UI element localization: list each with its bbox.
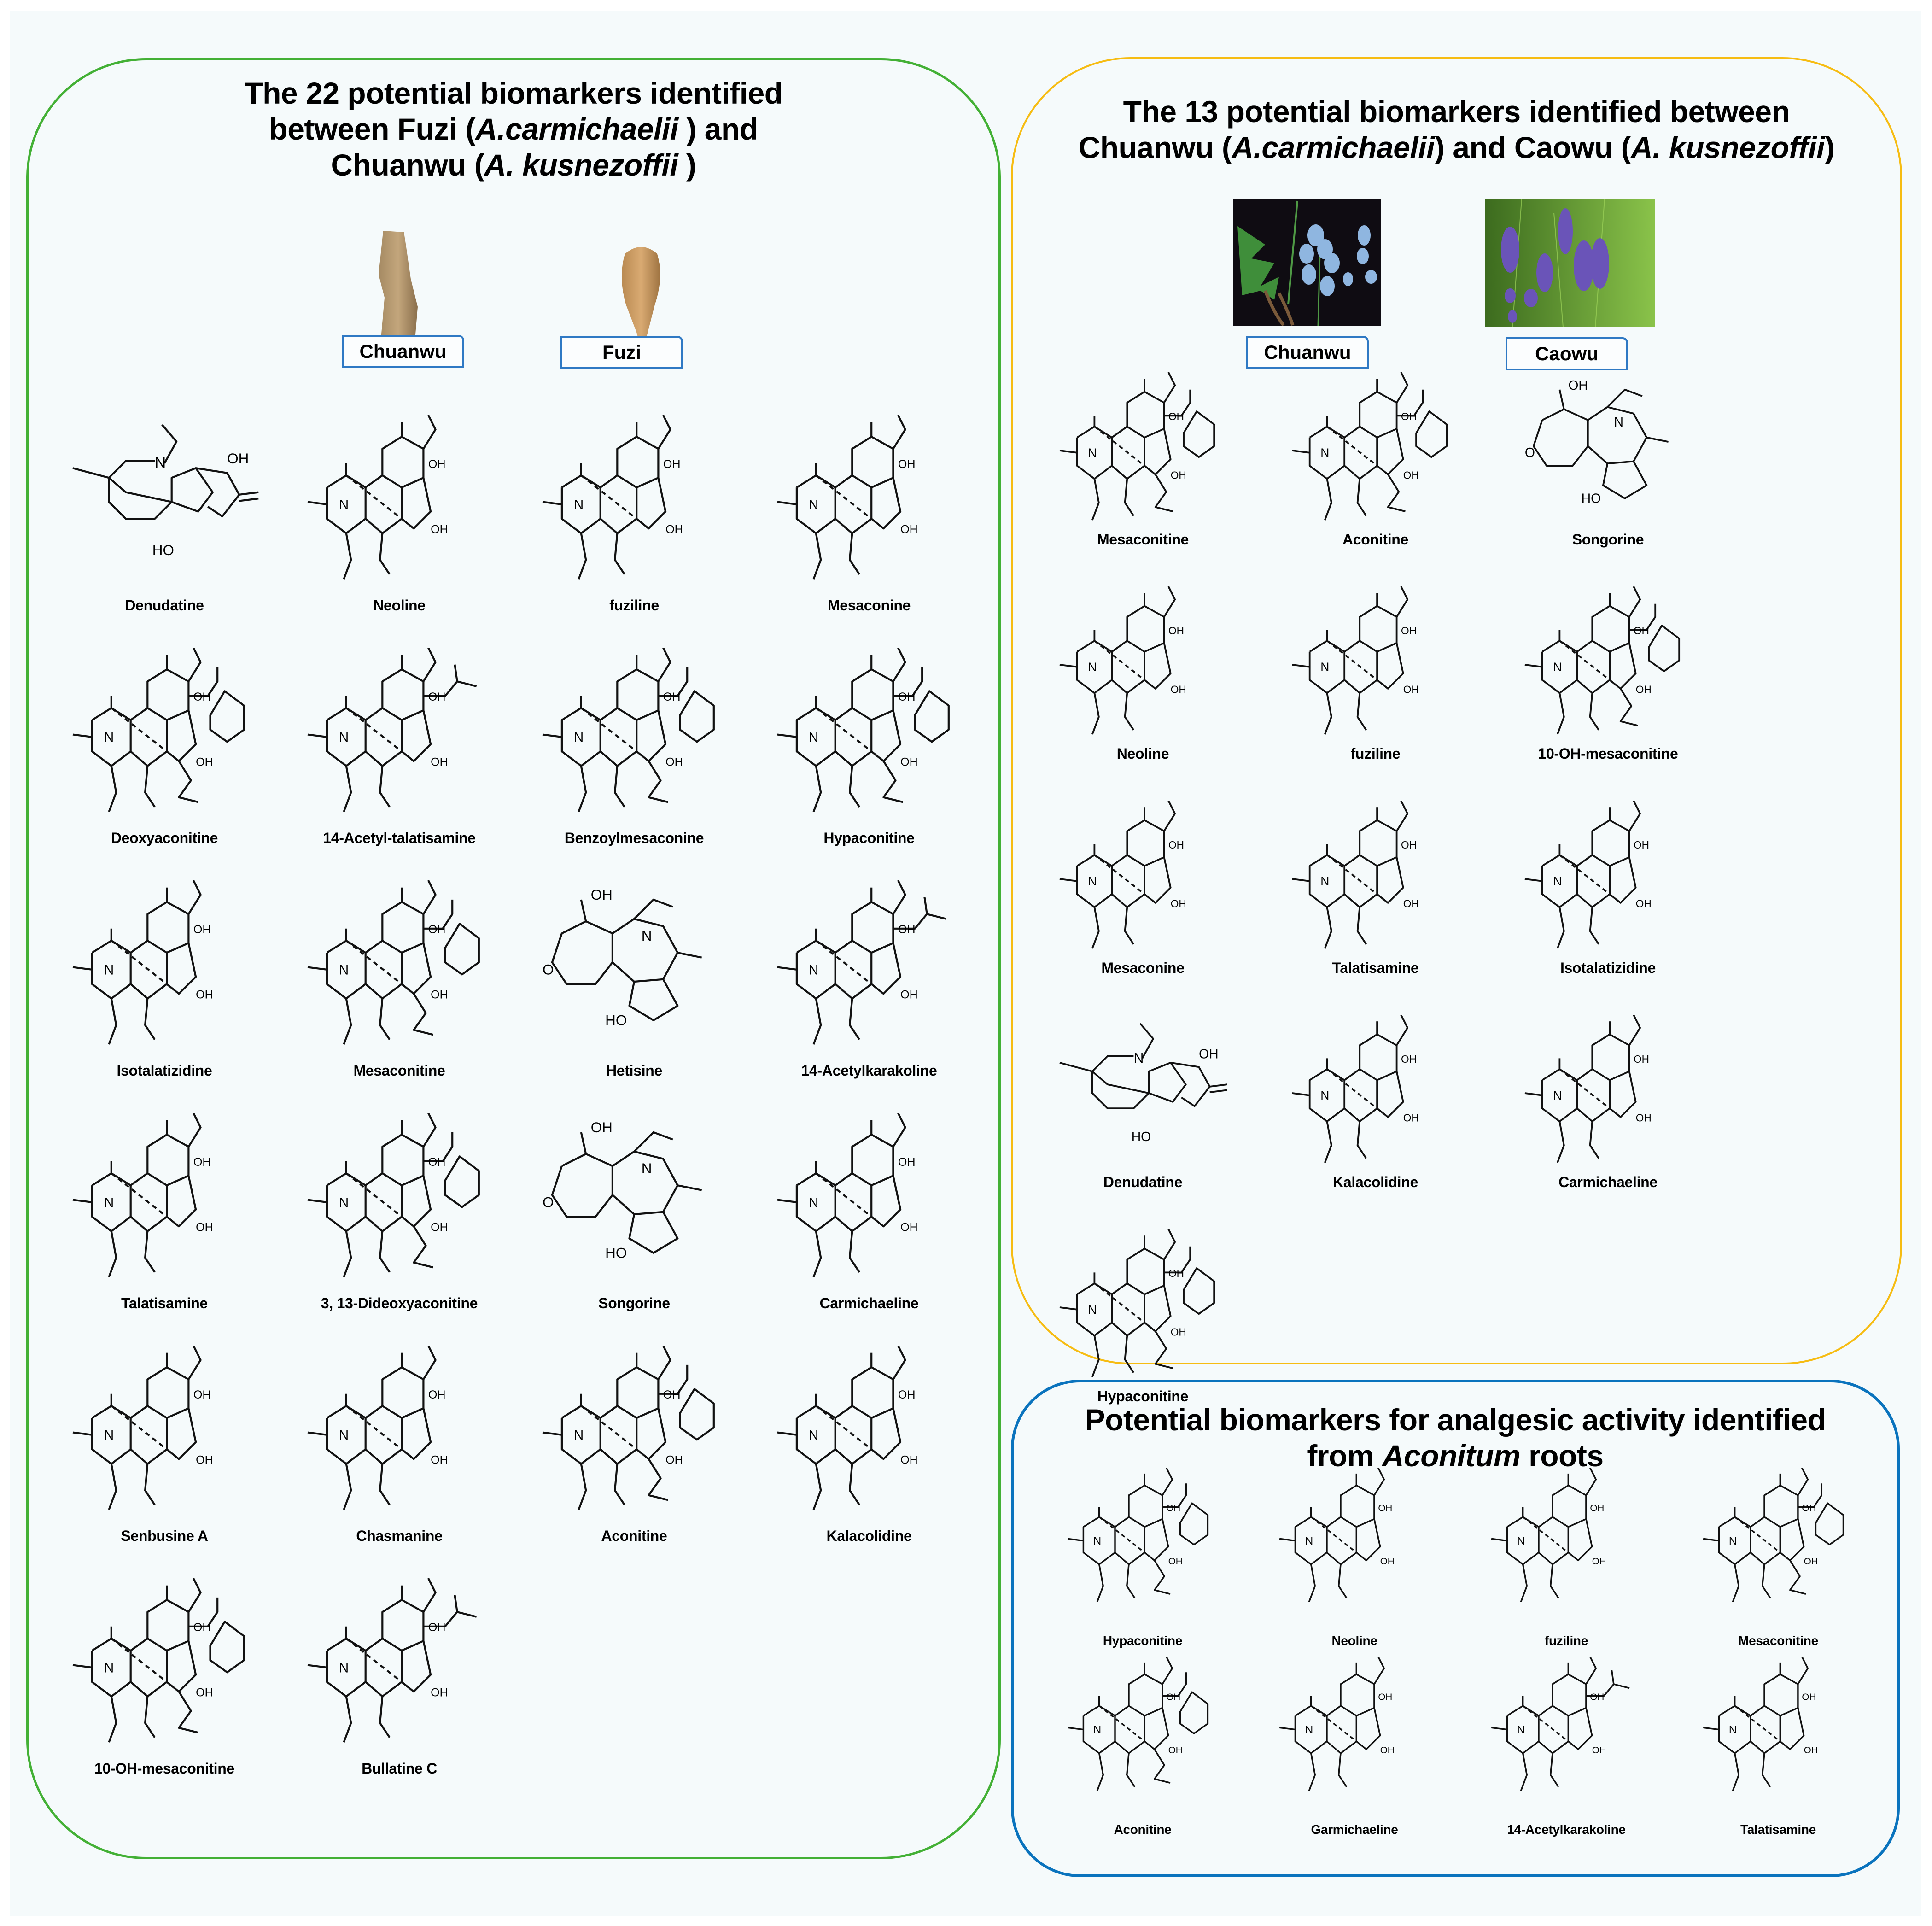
svg-text:OH: OH	[663, 691, 681, 704]
svg-text:OH: OH	[898, 1156, 916, 1169]
chemical-structure-icon	[63, 648, 266, 823]
compound-name: Hypaconitine	[1097, 1388, 1189, 1405]
svg-text:N: N	[809, 730, 819, 745]
svg-text:O: O	[1524, 445, 1535, 461]
compound-card	[517, 1346, 752, 1562]
compound-name: Mesaconitine	[1097, 531, 1189, 548]
panel-chuanwu-vs-caowu	[1011, 57, 1902, 1405]
panel-title	[1013, 94, 1900, 165]
compound-name: Garmichaeline	[1311, 1822, 1398, 1837]
compound-name: Isotalatizidine	[117, 1062, 212, 1079]
svg-text:OH: OH	[1403, 897, 1419, 910]
svg-text:N: N	[339, 1660, 349, 1676]
compound-card	[1027, 372, 1259, 589]
svg-text:OH: OH	[1380, 1745, 1395, 1756]
panel-title	[1014, 1402, 1897, 1474]
chemical-structure-icon	[1483, 1657, 1649, 1799]
compound-name: Senbusine A	[121, 1528, 208, 1544]
compound-name: Denudatine	[1103, 1174, 1183, 1190]
compound-name: Neoline	[1331, 1633, 1377, 1648]
chemical-structure-icon	[533, 1113, 735, 1288]
compound-card	[47, 1578, 282, 1795]
compound-name: fuziline	[609, 597, 659, 614]
compound-card	[752, 880, 986, 1097]
chemical-structure-icon	[533, 415, 735, 590]
svg-text:OH: OH	[1590, 1503, 1605, 1514]
compound-card	[1259, 1015, 1492, 1231]
svg-text:O: O	[542, 961, 554, 978]
chuanwu-root-image	[372, 228, 436, 348]
svg-text:N: N	[809, 962, 819, 978]
svg-text:OH: OH	[1804, 1556, 1818, 1567]
compound-card	[282, 1346, 517, 1562]
chemical-structure-icon	[63, 880, 266, 1055]
chemical-structure-icon	[63, 1578, 266, 1753]
compound-name: 10-OH-mesaconitine	[1538, 745, 1678, 762]
compound-name: Mesaconine	[1101, 960, 1185, 976]
svg-text:OH: OH	[431, 1453, 448, 1467]
svg-text:OH: OH	[1168, 838, 1184, 851]
compound-name: Denudatine	[125, 597, 204, 614]
chemical-structure-icon	[1284, 1015, 1468, 1171]
svg-text:OH: OH	[1804, 1745, 1818, 1756]
svg-text:OH: OH	[428, 1621, 446, 1634]
svg-text:OH: OH	[196, 988, 213, 1001]
chemical-structure-icon	[1284, 372, 1468, 529]
svg-text:N: N	[1517, 1724, 1525, 1737]
svg-text:OH: OH	[900, 988, 918, 1001]
svg-text:OH: OH	[1802, 1503, 1816, 1514]
chemical-structure-icon	[298, 415, 501, 590]
svg-text:N: N	[104, 1195, 114, 1211]
chemical-structure-icon	[1516, 801, 1700, 957]
svg-text:OH: OH	[1403, 469, 1419, 481]
compound-name: Kalacolidine	[826, 1528, 912, 1544]
compound-name: Neoline	[1116, 745, 1169, 762]
svg-text:N: N	[641, 1160, 652, 1177]
svg-text:OH: OH	[1378, 1503, 1393, 1514]
svg-text:OH: OH	[1198, 1047, 1219, 1062]
compound-card	[47, 1113, 282, 1329]
chemical-structure-icon	[298, 648, 501, 823]
compound-name: Talatisamine	[1332, 960, 1419, 976]
title-line-1: The 13 potential biomarkers identified between	[1123, 94, 1790, 129]
svg-text:OH: OH	[193, 1156, 211, 1169]
chemical-structure-icon	[298, 880, 501, 1055]
compound-name: Deoxyaconitine	[111, 830, 218, 846]
compound-card	[282, 880, 517, 1097]
chemical-structure-icon	[768, 1346, 970, 1521]
svg-text:N: N	[104, 730, 114, 745]
svg-text:HO: HO	[605, 1245, 627, 1261]
compound-name: Mesaconine	[827, 597, 911, 614]
title-line-2: Chuanwu (A.carmichaelii) and Caowu (A. kusnezoffii)	[1078, 130, 1835, 164]
svg-text:OH: OH	[900, 755, 918, 769]
chemical-structure-icon	[63, 415, 266, 590]
svg-text:N: N	[1728, 1535, 1737, 1548]
svg-text:OH: OH	[193, 691, 211, 704]
svg-text:OH: OH	[1633, 624, 1649, 637]
compound-name: 3, 13-Dideoxyaconitine	[321, 1295, 478, 1311]
panel-title	[29, 75, 998, 183]
svg-text:OH: OH	[1168, 1745, 1183, 1756]
svg-text:N: N	[339, 1195, 349, 1211]
svg-text:N: N	[809, 497, 819, 513]
svg-text:OH: OH	[1592, 1556, 1606, 1567]
svg-text:OH: OH	[1401, 838, 1417, 851]
svg-text:N: N	[339, 1428, 349, 1443]
svg-text:N: N	[1614, 415, 1623, 430]
svg-text:OH: OH	[663, 1388, 681, 1402]
svg-text:OH: OH	[1168, 1556, 1183, 1567]
svg-text:OH: OH	[898, 691, 916, 704]
svg-text:OH: OH	[1170, 469, 1186, 481]
svg-text:OH: OH	[431, 1686, 448, 1699]
chemical-structure-icon	[1051, 1229, 1235, 1386]
svg-text:OH: OH	[1633, 838, 1649, 851]
svg-text:OH: OH	[1592, 1745, 1606, 1756]
compound-card	[282, 1578, 517, 1795]
svg-text:N: N	[1320, 660, 1329, 674]
compound-name: Chasmanine	[356, 1528, 443, 1544]
svg-text:N: N	[1133, 1050, 1144, 1066]
svg-text:OH: OH	[1168, 624, 1184, 637]
compound-card	[1492, 801, 1724, 1017]
compound-card	[1037, 1468, 1249, 1684]
svg-text:OH: OH	[1403, 1112, 1419, 1124]
svg-text:N: N	[1320, 1089, 1329, 1103]
svg-text:N: N	[1517, 1535, 1525, 1548]
svg-text:N: N	[155, 455, 166, 472]
compound-card	[752, 1113, 986, 1329]
svg-text:HO: HO	[605, 1012, 627, 1029]
svg-text:N: N	[1728, 1724, 1737, 1737]
svg-text:HO: HO	[152, 542, 174, 558]
chemical-structure-icon	[1272, 1468, 1437, 1610]
compound-name: Hypaconitine	[823, 830, 915, 846]
svg-text:OH: OH	[1168, 410, 1184, 422]
compound-card	[1249, 1468, 1460, 1684]
caowu-plant-image	[1485, 199, 1655, 327]
svg-text:OH: OH	[590, 1119, 613, 1136]
chemical-structure-icon	[1060, 1468, 1226, 1610]
svg-text:N: N	[1320, 446, 1329, 460]
svg-text:OH: OH	[1166, 1503, 1181, 1514]
svg-text:N: N	[809, 1195, 819, 1211]
chemical-structure-icon	[768, 880, 970, 1055]
compound-card	[1492, 586, 1724, 803]
svg-text:OH: OH	[196, 1453, 213, 1467]
svg-text:N: N	[641, 927, 652, 944]
compound-card	[47, 1346, 282, 1562]
compound-card	[1492, 372, 1724, 589]
compound-card	[1492, 1015, 1724, 1231]
compound-card	[1027, 586, 1259, 803]
compound-card	[1672, 1657, 1884, 1873]
svg-text:OH: OH	[1166, 1692, 1181, 1703]
compound-name: Hypaconitine	[1103, 1633, 1183, 1648]
compound-name: Mesaconitine	[1738, 1633, 1818, 1648]
compound-name: 14-Acetyl-talatisamine	[323, 830, 476, 846]
chemical-structure-icon	[1284, 586, 1468, 743]
svg-text:OH: OH	[665, 523, 683, 536]
compound-name: Aconitine	[1342, 531, 1409, 548]
svg-text:OH: OH	[227, 450, 249, 467]
svg-text:OH: OH	[665, 755, 683, 769]
chemical-structure-icon	[1695, 1657, 1861, 1799]
title-line-2: from Aconitum roots	[1307, 1439, 1604, 1473]
svg-text:N: N	[1553, 874, 1562, 889]
chemical-structure-icon	[1051, 586, 1235, 743]
compound-card	[752, 648, 986, 864]
chuanwu-plant-image	[1233, 199, 1381, 326]
svg-text:OH: OH	[1170, 683, 1186, 696]
svg-text:OH: OH	[431, 1221, 448, 1234]
svg-text:OH: OH	[1403, 683, 1419, 696]
compound-card	[1249, 1657, 1460, 1873]
svg-text:N: N	[574, 497, 584, 513]
svg-text:OH: OH	[196, 1221, 213, 1234]
chemical-structure-icon	[1695, 1468, 1861, 1610]
svg-text:OH: OH	[193, 1621, 211, 1634]
compound-name: Talatisamine	[1740, 1822, 1816, 1837]
svg-text:OH: OH	[1170, 1326, 1186, 1338]
chemical-structure-icon	[1060, 1657, 1226, 1799]
svg-text:OH: OH	[900, 1221, 918, 1234]
svg-text:N: N	[1087, 660, 1097, 674]
chemical-structure-icon	[1051, 372, 1235, 529]
svg-text:N: N	[1087, 1303, 1097, 1317]
compound-name: Carmichaeline	[1558, 1174, 1658, 1190]
svg-text:N: N	[1087, 446, 1097, 460]
compound-name: Songorine	[598, 1295, 670, 1311]
chemical-structure-icon	[768, 648, 970, 823]
compound-name: Songorine	[1572, 531, 1644, 548]
compound-card	[282, 1113, 517, 1329]
svg-text:OH: OH	[1378, 1692, 1393, 1703]
compound-card	[47, 880, 282, 1097]
compound-card	[1259, 801, 1492, 1017]
chemical-structure-icon	[533, 1346, 735, 1521]
compound-card	[47, 648, 282, 864]
compound-card	[47, 415, 282, 632]
chemical-structure-icon	[298, 1578, 501, 1753]
compound-card	[1037, 1657, 1249, 1873]
compound-card	[1259, 586, 1492, 803]
svg-text:OH: OH	[1168, 1267, 1184, 1279]
svg-text:OH: OH	[1635, 897, 1652, 910]
svg-text:N: N	[104, 1428, 114, 1443]
svg-text:OH: OH	[1635, 683, 1652, 696]
chemical-structure-icon	[1516, 1015, 1700, 1171]
svg-text:HO: HO	[1131, 1129, 1151, 1144]
compound-name: Carmichaeline	[819, 1295, 919, 1311]
svg-text:OH: OH	[1568, 378, 1588, 393]
svg-text:OH: OH	[196, 1686, 213, 1699]
title-line-2: between Fuzi (A.carmichaelii ) and	[269, 112, 758, 146]
compound-card	[1460, 1657, 1672, 1873]
compound-card	[752, 1346, 986, 1562]
svg-text:OH: OH	[898, 458, 916, 471]
svg-text:OH: OH	[428, 458, 446, 471]
chuanwu-label[interactable]: Chuanwu	[342, 335, 464, 368]
svg-text:OH: OH	[898, 923, 916, 937]
svg-text:OH: OH	[1380, 1556, 1395, 1567]
compound-card	[517, 415, 752, 632]
svg-text:N: N	[574, 730, 584, 745]
compound-card	[1460, 1468, 1672, 1684]
svg-text:OH: OH	[428, 1388, 446, 1402]
svg-text:N: N	[1093, 1535, 1102, 1548]
compound-name: 10-OH-mesaconitine	[94, 1760, 235, 1777]
caowu-label[interactable]: Caowu	[1506, 337, 1628, 370]
compound-name: Bullatine C	[362, 1760, 437, 1777]
svg-text:OH: OH	[1170, 897, 1186, 910]
chemical-structure-icon	[768, 1113, 970, 1288]
compound-card	[1027, 801, 1259, 1017]
svg-text:N: N	[1553, 1089, 1562, 1103]
chemical-structure-icon	[298, 1346, 501, 1521]
svg-text:OH: OH	[196, 755, 213, 769]
compound-name: 14-Acetylkarakoline	[801, 1062, 937, 1079]
compound-card	[752, 415, 986, 632]
chuanwu-label[interactable]: Chuanwu	[1246, 336, 1369, 369]
svg-text:OH: OH	[900, 523, 918, 536]
compound-name: Isotalatizidine	[1560, 960, 1656, 976]
compound-name: Kalacolidine	[1333, 1174, 1418, 1190]
compound-name: 14-Acetylkarakoline	[1507, 1822, 1626, 1837]
svg-text:N: N	[339, 730, 349, 745]
svg-text:OH: OH	[1590, 1692, 1605, 1703]
svg-text:OH: OH	[665, 1453, 683, 1467]
svg-text:N: N	[104, 962, 114, 978]
compound-card	[1672, 1468, 1884, 1684]
compound-name: fuziline	[1544, 1633, 1588, 1648]
compound-name: Mesaconitine	[353, 1062, 445, 1079]
compound-card	[517, 1113, 752, 1329]
compound-card	[282, 415, 517, 632]
chemical-structure-icon	[298, 1113, 501, 1288]
svg-text:OH: OH	[590, 886, 613, 903]
svg-text:N: N	[574, 1428, 584, 1443]
svg-text:N: N	[1305, 1535, 1313, 1548]
svg-text:N: N	[339, 962, 349, 978]
compound-card	[1027, 1015, 1259, 1231]
chemical-structure-icon	[1483, 1468, 1649, 1610]
title-line-1: Potential biomarkers for analgesic activity identified	[1085, 1403, 1826, 1437]
chemical-structure-icon	[1284, 801, 1468, 957]
chemical-structure-icon	[1051, 801, 1235, 957]
svg-text:N: N	[104, 1660, 114, 1676]
svg-text:OH: OH	[1635, 1112, 1652, 1124]
chemical-structure-icon	[533, 880, 735, 1055]
fuzi-label[interactable]: Fuzi	[560, 336, 683, 369]
panel-fuzi-vs-chuanwu	[26, 58, 1001, 1859]
chemical-structure-icon	[63, 1346, 266, 1521]
svg-text:OH: OH	[1401, 624, 1417, 637]
compound-name: Hetisine	[606, 1062, 663, 1079]
svg-text:N: N	[1320, 874, 1329, 889]
svg-text:OH: OH	[428, 1156, 446, 1169]
svg-text:OH: OH	[431, 755, 448, 769]
svg-text:N: N	[339, 497, 349, 513]
svg-text:OH: OH	[1401, 410, 1417, 422]
svg-text:OH: OH	[193, 923, 211, 937]
compound-name: fuziline	[1350, 745, 1401, 762]
svg-text:OH: OH	[431, 988, 448, 1001]
compound-card	[1259, 372, 1492, 589]
compound-card	[282, 648, 517, 864]
compound-name: Benzoylmesaconine	[564, 830, 704, 846]
chemical-structure-icon	[63, 1113, 266, 1288]
compound-card	[517, 880, 752, 1097]
svg-text:OH: OH	[431, 523, 448, 536]
compound-card	[517, 648, 752, 864]
svg-text:OH: OH	[900, 1453, 918, 1467]
compound-name: Aconitine	[1114, 1822, 1172, 1837]
svg-text:N: N	[1087, 874, 1097, 889]
svg-text:N: N	[809, 1428, 819, 1443]
svg-text:OH: OH	[428, 923, 446, 937]
svg-text:OH: OH	[1802, 1692, 1816, 1703]
svg-text:OH: OH	[1633, 1053, 1649, 1065]
chemical-structure-icon	[768, 415, 970, 590]
chemical-structure-icon	[533, 648, 735, 823]
title-line-1: The 22 potential biomarkers identified	[244, 76, 783, 110]
svg-text:OH: OH	[663, 458, 681, 471]
svg-text:HO: HO	[1581, 491, 1601, 506]
compound-name: Aconitine	[601, 1528, 667, 1544]
compound-name: Neoline	[373, 597, 426, 614]
svg-text:OH: OH	[193, 1388, 211, 1402]
svg-text:OH: OH	[428, 691, 446, 704]
svg-text:O: O	[542, 1194, 554, 1211]
chemical-structure-icon	[1516, 372, 1700, 529]
chemical-structure-icon	[1051, 1015, 1235, 1171]
chemical-structure-icon	[1516, 586, 1700, 743]
svg-text:OH: OH	[1401, 1053, 1417, 1065]
panel-analgesic-biomarkers	[1011, 1380, 1900, 1877]
svg-text:N: N	[1305, 1724, 1313, 1737]
svg-text:OH: OH	[898, 1388, 916, 1402]
svg-text:N: N	[1553, 660, 1562, 674]
svg-text:N: N	[1093, 1724, 1102, 1737]
compound-name: Talatisamine	[121, 1295, 208, 1311]
chemical-structure-icon	[1272, 1657, 1437, 1799]
title-line-3: Chuanwu (A. kusnezoffii )	[331, 148, 696, 182]
